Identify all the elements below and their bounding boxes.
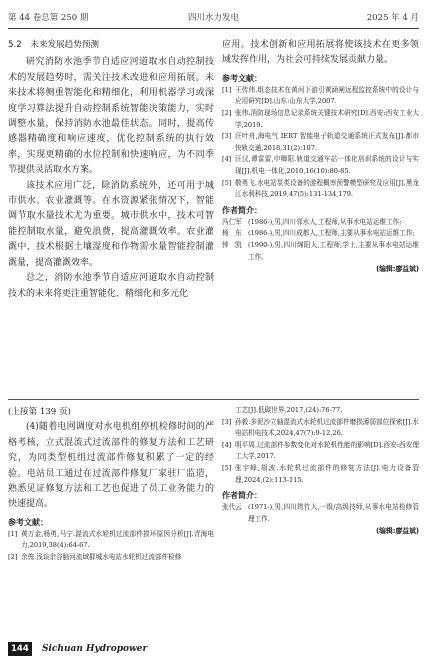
editor-credit: (编辑:廖益斌) [376, 265, 419, 274]
body-paragraph: 该技术应用广泛，除消防系统外，还可用于城市供水、农业灌溉等。在水资源紧张情况下，智能调节取水量技术尤为重要。城市供水中，技术可智能控制取水量，避免浪费，提高灌溉效率。农业灌溉中，技术根据土壤湿度和作物需水量智能控制灌溉量，提高灌溉效率。 [8, 180, 214, 268]
author-entry: 冯仁军 (1986-),男,四川邻水人,工程师,从事水电站运维工作; [222, 217, 402, 226]
references-list [222, 85, 419, 201]
page-footer [8, 641, 419, 659]
continued-article-right-column [222, 405, 419, 537]
reference-item: [5] 张宇峰,胡波.水轮机过流部件的修复方法[J].电力设备管理,2024,(2):113-115. [222, 463, 419, 484]
editor-credit: (编辑:廖益斌) [376, 527, 419, 536]
article-right-column [222, 38, 419, 275]
author-entry: 杨 东 (1986-),男,四川成都人,工程师,主要从事水电站运维工作; [222, 229, 415, 238]
reference-item: [4] 汪汉,谭雷雷,申卿阳.轨道交通车站一体化培训系统的设计与实现[J].机电一体化,2010,16(10):80-85. [222, 155, 419, 175]
continued-article-left-column [8, 405, 214, 564]
issue-label: 第 44 卷总第 250 期 [8, 13, 89, 23]
references-list [8, 529, 214, 564]
author-entry: 张代云 (1971-),男,四川筠竹人,一级/高级技师,从事水电站检修管理工作. [222, 503, 419, 523]
issue-date: 2025 年 4 月 [366, 13, 419, 23]
article-left-column [8, 38, 214, 302]
section-heading: 5.2 未来发展趋势预测 [8, 40, 100, 50]
body-paragraph: (4)随着电网调度对水电机组停机检修时间的严格考核，立式混流式过流部件的修复方法和工艺研究，为同类型机组过流部件修复积累了一定的经验。电站员工通过在过流部件修复厂家驻厂监造，熟悉见证修复方法和工艺也促进了员工业务能力的快速提高。 [8, 422, 214, 510]
author-info-heading: 作者简介： [222, 205, 262, 215]
references-heading: 参考文献： [8, 517, 48, 527]
references-heading: 参考文献： [222, 73, 262, 83]
article-divider [8, 399, 419, 400]
body-paragraph-continuation: 应用。技术创新和应用拓展将使该技术在更多领域发挥作用，为社会可持续发展贡献力量。 [222, 40, 419, 66]
body-paragraph: 研究消防水池季节自适应河道取水自动控制技术的发展趋势时，需关注技术改进和应用拓展。未来技术将侧重智能化和精细化，利用机器学习或深度学习算法提升自动控制系统智能决策能力，实时调整水量，保持消防水池最佳状态。同时，提高传感器精确度和响应速度，优化控制系统的执行效率，实现更精确的水位控制和快速响应，为不同季节提供灵活取水方案。 [8, 57, 214, 176]
journal-title: 四川水力发电 [187, 13, 239, 23]
reference-item: 工艺[J].低碳世界,2017,(24):76-77. [235, 406, 343, 414]
references-list [222, 405, 419, 486]
author-info [222, 490, 419, 525]
continued-from-note: (上接第 139 页) [8, 407, 71, 417]
author-entry: 钟 凯 (1990-),男,四川绵阳人,工程师,学士,主要从事水电站运维工作。 [222, 240, 419, 261]
author-info [222, 205, 419, 263]
reference-item: [4] 明平周.过流部件参数变化对水轮机性能的影响[D].西安:西安理工大学,2017. [222, 440, 419, 461]
author-info-heading: 作者简介： [222, 491, 262, 501]
journal-name-english: Sichuan Hydropower [42, 644, 148, 654]
header-divider [8, 28, 419, 29]
reference-item: [3] 孙毅.多泥沙立轴混流式水轮机过流部件磨损薄弱部位探索[J].水电站机电技术,2024,47(7):9-12,26. [222, 417, 419, 438]
page-number: 144 [8, 642, 32, 656]
reference-item: [5] 敬勇飞.水电站泵类设备的游程概率预警模型研究及应用[J].黑龙江水利科技,2019,47(5):131-134,179. [222, 178, 419, 199]
reference-item: [1] 黄万金,杨勇,马宁.混流式水轮机过流部件损坏原因分析[J].青海电力,2019,38(4):64-67. [8, 529, 214, 550]
running-header [8, 9, 419, 25]
reference-item: [2] 余俊.浅谈余谷脑河流域群城水电站水轮机过流部件检修 [8, 553, 182, 562]
body-paragraph: 总之，消防水池季节自适应河道取水自动控制技术的未来将更注重智能化、精细化和多元化 [8, 273, 214, 299]
reference-item: [3] 汪叶舟,海电气 IERT 智能电子轨道交通系统正式发布[J].都市快轨交通,2018,31(2):107. [222, 132, 419, 152]
reference-item: [2] 张伟.消防现场信息记录系统关键技术研究[D].西安:西安工业大学,2019. [222, 109, 419, 129]
reference-item: [1] 王传伟.组态技术在黄河下游引黄涵闸远程监控系统中的设计与应用研究[D].山东:山东大学,2007. [222, 85, 419, 106]
